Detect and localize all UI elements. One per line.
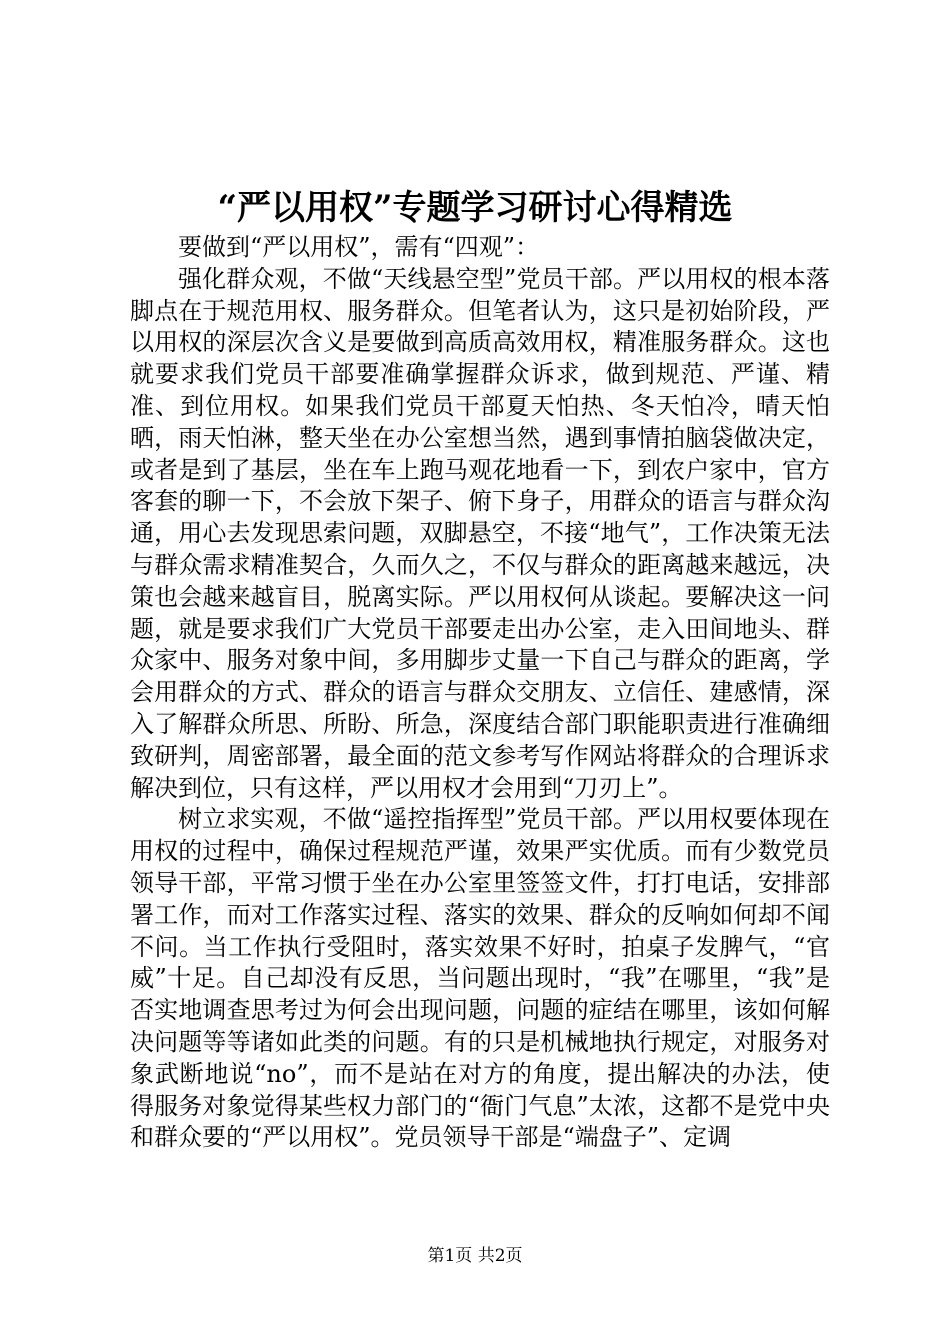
paragraph-pragmatic-view: 树立求实观，不做“遥控指挥型”党员干部。严以用权要体现在用权的过程中，确保过程规范严谨，效果严实优质。而有少数党员领导干部，平常习惯于坐在办公室里签签文件，打打电话，安排部署工作，而对工作落实过程、落实的效果、群众的反响如何却不闻不问。当工作执行受阻时，落实效果不好时，拍桌子发脾气，“官威”十足。自己却没有反思，当问题出现时，“我”在哪里，“我”是否实地调查思考过为何会出现问题，问题的症结在哪里，该如何解决问题等等诸如此类的问题。有的只是机械地执行规定，对服务对象武断地说“no”，而不是站在对方的角度，提出解决的办法，使得服务对象觉得某些权力部门的“衙门气息”太浓，这都不是党中央和群众要的“严以用权”。党员领导干部是“端盘子”、定调 (130, 805, 830, 1152)
document-title: “严以用权”专题学习研讨心得精选 (217, 188, 733, 228)
paragraph-mass-view: 强化群众观，不做“天线悬空型”党员干部。严以用权的根本落脚点在于规范用权、服务群众。但笔者认为，这只是初始阶段，严以用权的深层次含义是要做到高质高效用权，精准服务群众。这也就要求我们党员干部要准确掌握群众诉求，做到规范、严谨、精准、到位用权。如果我们党员干部夏天怕热、冬天怕冷，晴天怕晒，雨天怕淋，整天坐在办公室想当然，遇到事情拍脑袋做决定，或者是到了基层，坐在车上跑马观花地看一下，到农户家中，官方客套的聊一下，不会放下架子、俯下身子，用群众的语言与群众沟通，用心去发现思索问题，双脚悬空，不接“地气”，工作决策无法与群众需求精准契合，久而久之，不仅与群众的距离越来越远，决策也会越来越盲目，脱离实际。严以用权何从谈起。要解决这一问题，就是要求我们广大党员干部要走出办公室，走入田间地头、群众家中、服务对象中间，多用脚步丈量一下自己与群众的距离，学会用群众的方式、群众的语言与群众交朋友、立信任、建感情，深入了解群众所思、所盼、所急，深度结合部门职能职责进行准确细致研判，周密部署，最全面的范文参考写作网站将群众的合理诉求解决到位，只有这样，严以用权才会用到“刀刃上”。 (130, 264, 830, 802)
page-footer: 第1页 共2页 (427, 1246, 523, 1266)
paragraph-intro: 要做到“严以用权”，需有“四观”： (178, 233, 540, 261)
document-body (130, 232, 830, 1154)
